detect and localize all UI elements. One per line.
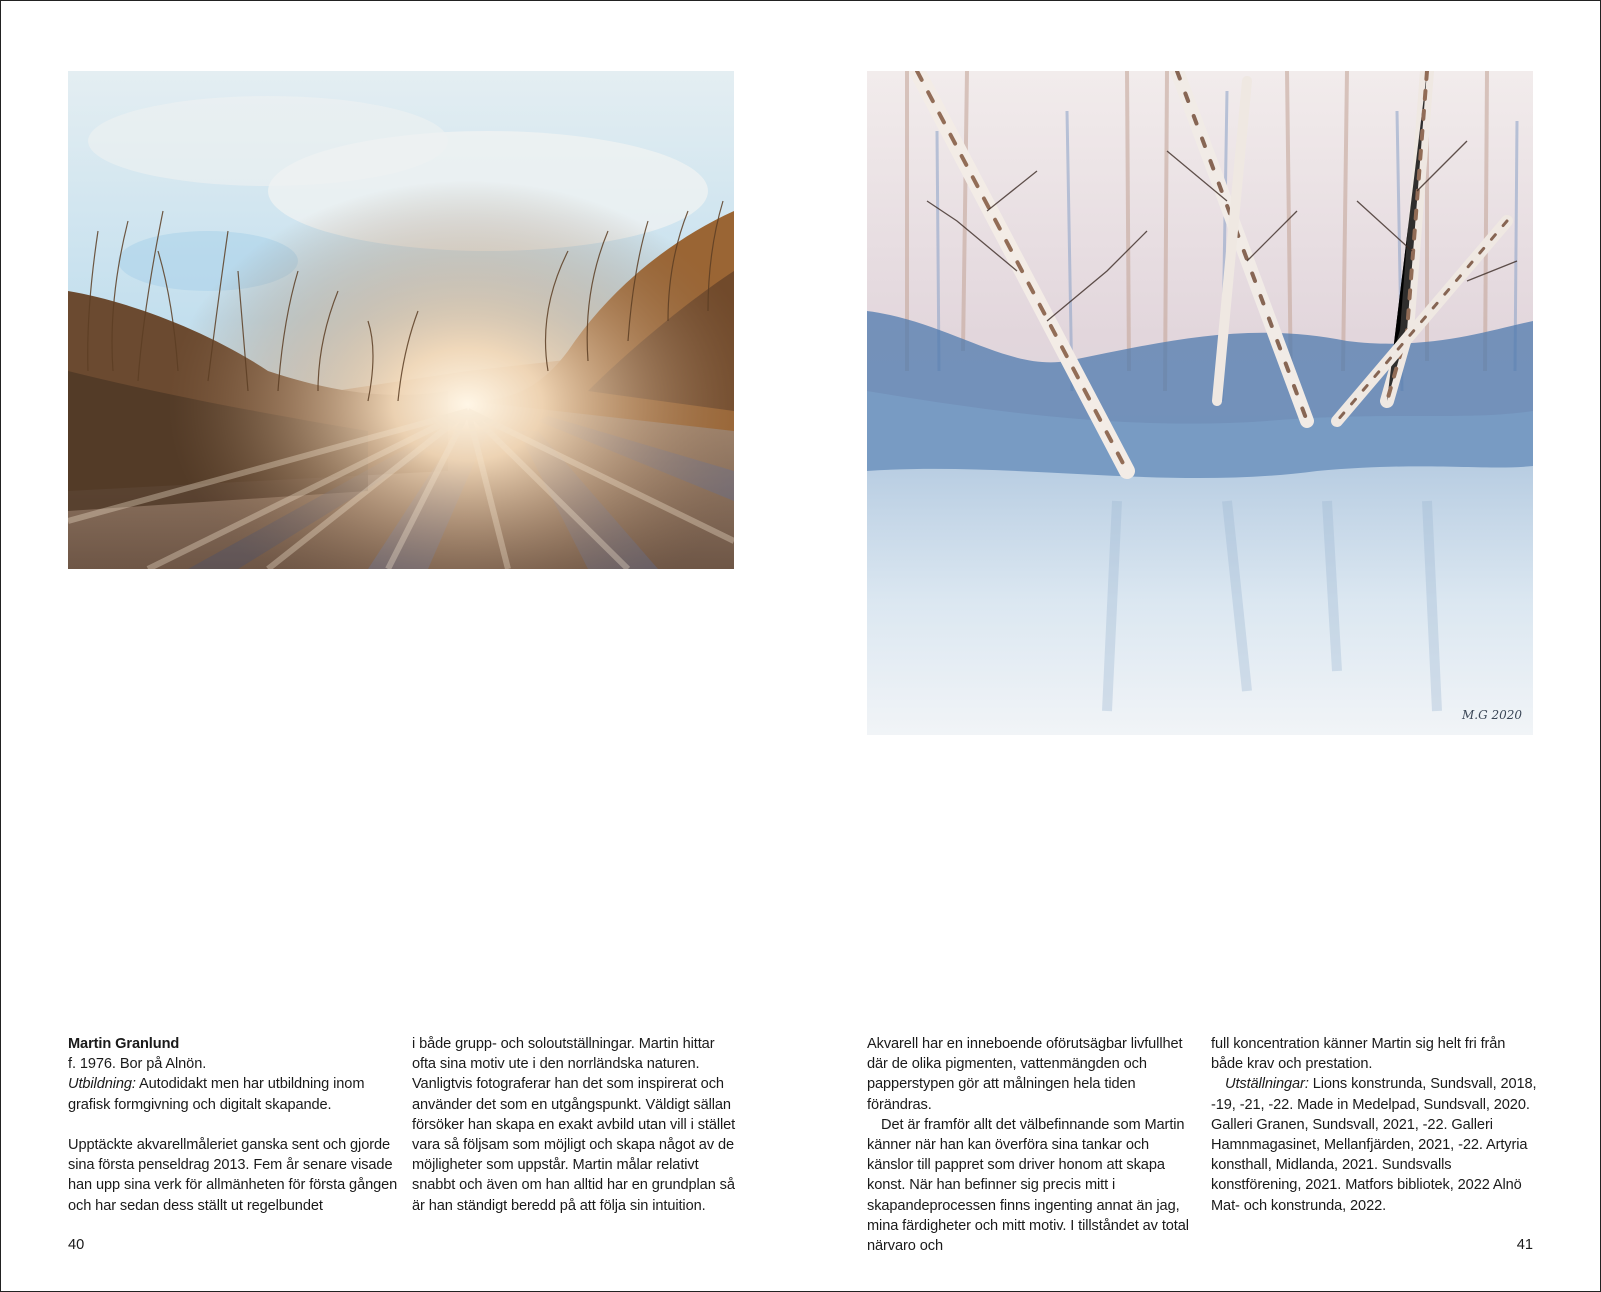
text-column-1 bbox=[68, 1034, 398, 1216]
painting-sunlit-path bbox=[68, 71, 734, 569]
education-text: Autodidakt men har utbildning inom grafisk formgivning och digitalt skapande. bbox=[68, 1076, 365, 1113]
painting-winter-birches-image bbox=[867, 71, 1533, 735]
bio-paragraph-4: Det är framför allt det välbefinnande som Martin känner när han kan överföra sina tankar och känslor till pappret som driver honom att skapa konst. När han befinner sig precis mitt i skapandeprocessen finns ingenting annat än jag, mina färdigheter och mitt motiv. I tillståndet av total närvaro och bbox=[867, 1116, 1189, 1255]
painting-sunlit-path-image bbox=[68, 71, 734, 569]
painting-signature: M.G 2020 bbox=[1462, 708, 1523, 722]
text-column-4 bbox=[1211, 1034, 1541, 1216]
painting-winter-birches bbox=[867, 71, 1533, 735]
artist-name: Martin Granlund bbox=[68, 1036, 180, 1052]
education-label: Utbildning: bbox=[68, 1076, 136, 1093]
page-number-right: 41 bbox=[1516, 1237, 1533, 1253]
bio-paragraph-5: full koncentration känner Martin sig helt fri från både krav och prestation. bbox=[1211, 1036, 1506, 1073]
text-column-3 bbox=[867, 1034, 1197, 1256]
text-column-2 bbox=[412, 1034, 742, 1216]
bio-paragraph-3: Akvarell har en inneboende oförutsägbar livfullhet där de olika pigmenten, vattenmängden och papperstypen gör att målningen hela tiden förändras. bbox=[867, 1036, 1183, 1113]
exhibitions-label: Utställningar: bbox=[1225, 1076, 1309, 1093]
education bbox=[68, 1074, 398, 1114]
page-number-left: 40 bbox=[68, 1237, 85, 1253]
exhibitions bbox=[1211, 1074, 1541, 1215]
paragraph-gap bbox=[68, 1115, 398, 1135]
born-line: f. 1976. Bor på Alnön. bbox=[68, 1056, 207, 1073]
bio-paragraph-1: Upptäckte akvarellmåleriet ganska sent och gjorde sina första penseldrag 2013. Fem år senare visade han upp sina verk för allmänheten för första gången och har sedan dess ställt ut regelbundet bbox=[68, 1137, 398, 1214]
exhibitions-text: Lions konstrunda, Sundsvall, 2018, -19, -21, -22. Made in Medelpad, Sundsvall, 2020. Galleri Granen, Sundsvall, 2021, -22. Galleri Hamnmagasinet, Mellanfjärden, 2021, -22. Artyria konsthall, Midlanda, 2021. Sundsvalls konstförening, 2021. Matfors bibliotek, 2022 Alnö Mat- och konstrunda, 2022. bbox=[1211, 1076, 1537, 1214]
bio-paragraph-2: i både grupp- och soloutställningar. Martin hittar ofta sina motiv ute i den norrländska naturen. Vanligtvis fotograferar han det som inspirerat och använder det som en utgångspunkt. Väldigt sällan försöker han skapa en exakt avbild utan vill i stället vara så följsam som möjligt och skapa något av de möjligheter som uppstår. Martin målar relativt snabbt och även om han alltid har en grundplan så är han ständigt beredd på att följa sin intuition. bbox=[412, 1036, 736, 1214]
